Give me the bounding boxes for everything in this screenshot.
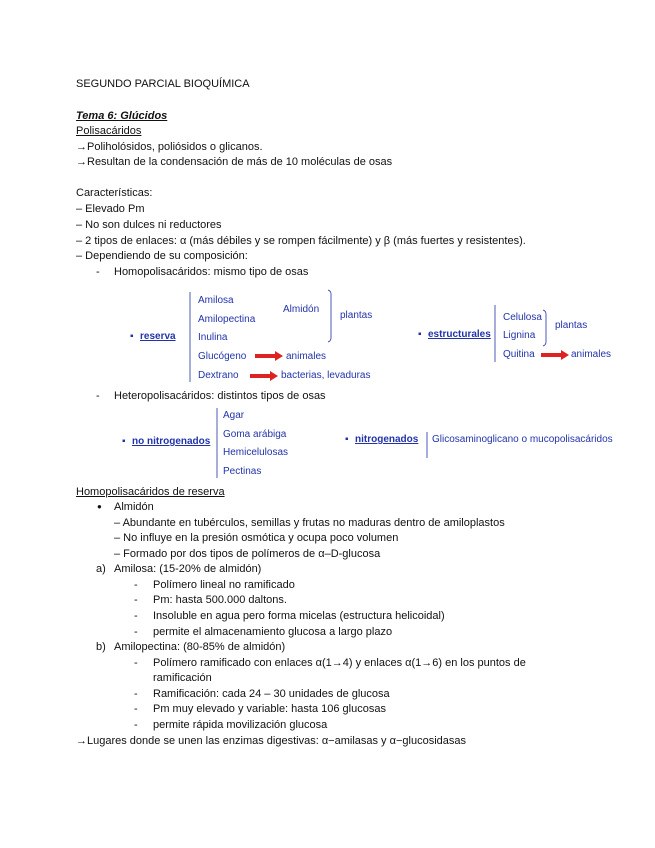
almidon-detail: – Abundante en tubérculos, semillas y frutas no maduras dentro de amiloplastos [114,517,505,529]
dash-marker: - [134,626,138,638]
lignina-label: Lignina [503,330,536,341]
homopolisacaridos-line: Homopolisacáridos: mismo tipo de osas [114,266,309,278]
amilopectina-detail: Pm muy elevado y variable: hasta 106 glucosas [153,703,386,715]
glicosaminoglicano-label: Glicosaminoglicano o mucopolisacáridos [432,434,613,445]
hemicelulosas-label: Hemicelulosas [223,447,289,458]
bullet-icon: ▪ [345,434,349,445]
topic-heading: Tema 6: Glúcidos [76,110,168,122]
pectinas-label: Pectinas [223,466,262,477]
caracteristica-item: – No son dulces ni reductores [76,219,222,231]
bullet-icon: ▪ [418,329,422,340]
polisacaridos-line-2: →Resultan de la condensación de más de 10 moléculas de osas [76,156,393,168]
almidon-label: Almidón [283,304,320,315]
amilosa-detail: Pm: hasta 500.000 daltons. [153,594,287,606]
dash-marker: - [134,719,138,731]
animales-label: animales [571,349,612,360]
amilosa-detail: Insoluble en agua pero forma micelas (estructura helicoidal) [153,610,445,622]
homo-reserva-heading: Homopolisacáridos de reserva [76,486,225,498]
caracteristica-item: – 2 tipos de enlaces: α (más débiles y se rompen fácilmente) y β (más fuertes y resistentes). [76,235,526,247]
bullet-icon: ● [97,502,102,511]
list-label-b: b) [96,641,106,653]
dash-marker: - [134,688,138,700]
amilosa-detail: Polímero lineal no ramificado [153,579,295,591]
quitina-label: Quitina [503,349,535,360]
heteropolisacaridos-line: Heteropolisacáridos: distintos tipos de osas [114,390,326,402]
amilopectina-detail: Ramificación: cada 24 – 30 unidades de glucosa [153,688,390,700]
almidon-detail: – No influye en la presión osmótica y ocupa poco volumen [114,532,399,544]
caracteristica-item: – Dependiendo de su composición: [76,250,248,262]
caracteristicas-heading: Características: [76,187,153,199]
dash-marker: - [134,594,138,606]
agar-label: Agar [223,410,245,421]
dash-marker: - [134,610,138,622]
amilosa-detail: permite el almacenamiento glucosa a largo plazo [153,626,393,638]
bullet-icon: ▪ [122,436,126,447]
list-label-a: a) [96,563,106,575]
document-title: SEGUNDO PARCIAL BIOQUÍMICA [76,78,250,90]
dextrano-label: Dextrano [198,370,239,381]
dash-marker: - [134,657,138,669]
dash-marker: - [134,579,138,591]
polisacaridos-line-1: →Poliholósidos, poliósidos o glicanos. [76,141,263,153]
plantas-label: plantas [555,320,588,331]
amilopectina-detail: permite rápida movilización glucosa [153,719,328,731]
reserva-label: reserva [140,331,176,342]
arrow-icon [255,351,283,361]
bacterias-label: bacterias, levaduras [281,370,371,381]
almidon-item: Almidón [114,501,154,513]
plantas-label: plantas [340,310,373,321]
glucogeno-label: Glucógeno [198,351,247,362]
caracteristica-item: – Elevado Pm [76,203,145,215]
amilosa-item: Amilosa: (15-20% de almidón) [114,563,262,575]
amilopectina-item: Amilopectina: (80-85% de almidón) [114,641,286,653]
amilopectina-detail: ramificación [153,672,212,684]
estructurales-label: estructurales [428,329,491,340]
celulosa-label: Celulosa [503,312,542,323]
nitrogenados-label: nitrogenados [355,434,419,445]
animales-label: animales [286,351,327,362]
arrow-icon [541,350,569,360]
amilopectina-label: Amilopectina [198,314,256,325]
dash-marker: - [96,390,100,402]
amilosa-label: Amilosa [198,295,234,306]
dash-marker: - [134,703,138,715]
amilopectina-detail: Polímero ramificado con enlaces α(1→4) y enlaces α(1→6) en los puntos de [153,657,526,669]
inulina-label: Inulina [198,332,228,343]
almidon-detail: – Formado por dos tipos de polímeros de α–D-glucosa [114,548,381,560]
goma-label: Goma arábiga [223,429,287,440]
arrow-icon [250,371,278,381]
no-nitrogenados-label: no nitrogenados [132,436,211,447]
bullet-icon: ▪ [130,331,134,342]
lugares-line: →Lugares donde se unen las enzimas digestivas: α−amilasas y α−glucosidasas [76,735,466,747]
polisacaridos-heading: Polisacáridos [76,125,142,137]
dash-marker: - [96,266,100,278]
